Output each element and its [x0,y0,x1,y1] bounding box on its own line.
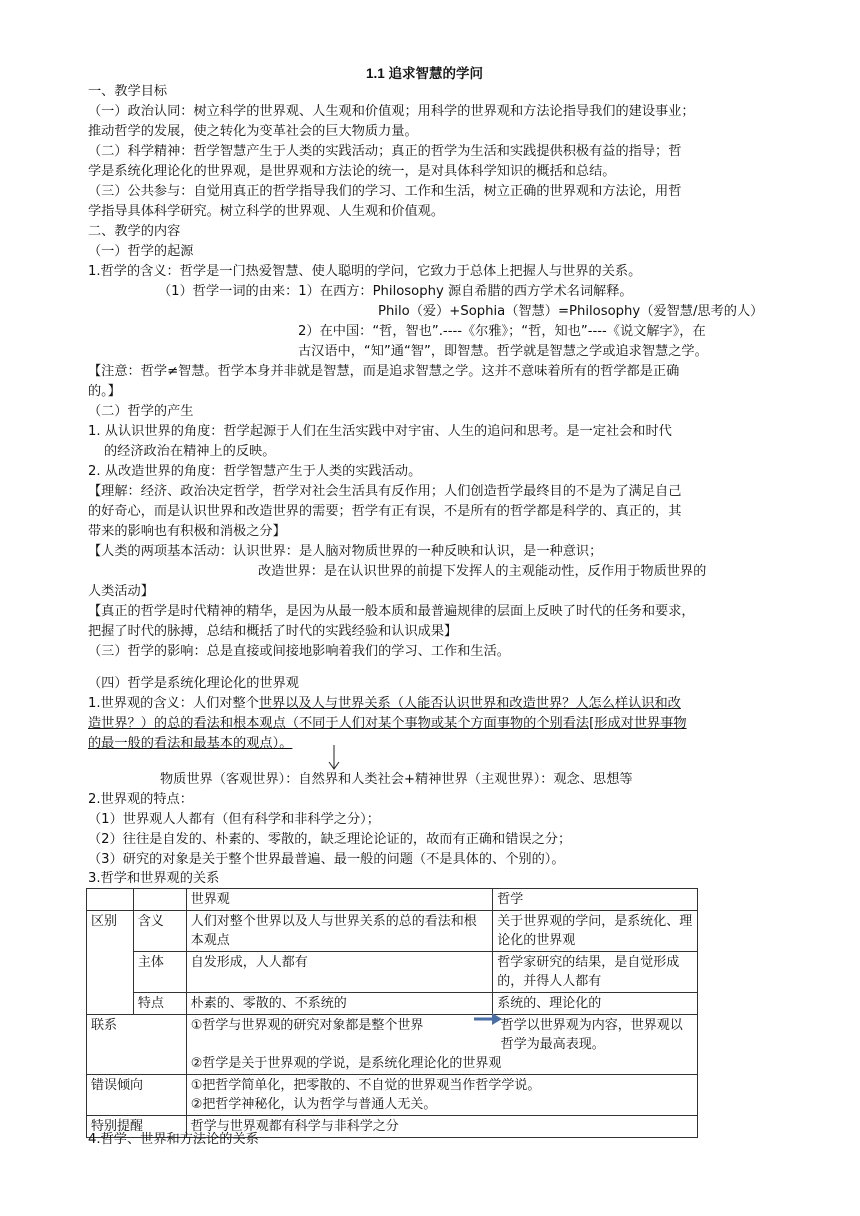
table-cell: 哲学与世界观都有科学与非科学之分 [186,1116,697,1138]
table-row [87,911,698,952]
definition-underlined: 世界以及人与世界关系（人能否认识世界和改造世界？人怎么样认识和改 [258,696,681,711]
table-row [87,952,698,993]
definition-label: 1.世界观的含义：人们对整个 [88,696,259,711]
row-label-subject: 主体 [133,952,186,993]
table-row [87,889,698,911]
error-item: ②把哲学神秘化，认为哲学与普通人无关。 [190,1097,437,1112]
section-heading: 一、教学目标 [88,84,168,99]
table-cell: 哲学家研究的结果，是自觉形成的，并得人人都有 [493,952,698,993]
note-line: 的。】 [88,384,121,399]
paragraph-line: 造世界？）的总的看法和根本观点（不同于人们对某个事物或某个方面事物的个别看法[形成对世界事物 [88,716,687,731]
link-item: ②哲学是关于世界观的学说，是系统化理论化的世界观 [190,1056,502,1071]
paragraph-line: 学指导具体科学研究。树立科学的世界观、人生观和价值观。 [88,204,445,219]
paragraph-line: （1）世界观人人都有（但有科学和非科学之分）； [88,812,380,827]
table-cell: 自发形成，人人都有 [186,952,493,993]
table-cell [186,1015,697,1075]
paragraph-line: 推动哲学的发展，使之转化为变革社会的巨大物质力量。 [88,124,418,139]
paragraph-line: （三）哲学的影响：总是直接或间接地影响着我们的学习、工作和生活。 [88,644,510,659]
table-cell [186,1075,697,1116]
subsection-heading: （四）哲学是系统化理论化的世界观 [88,676,299,691]
paragraph-line: （三）公共参与：自觉用真正的哲学指导我们的学习、工作和生活，树立正确的世界观和方法论，用哲 [88,184,682,199]
paragraph-line: 的经济政治在精神上的反映。 [104,444,276,459]
note-line: 【注意：哲学≠智慧。哲学本身并非就是智慧，而是追求智慧之学。这并不意味着所有的哲学都是正确 [88,364,680,379]
row-label-feature: 特点 [133,993,186,1015]
paragraph-line: 1.哲学的含义：哲学是一门热爱智慧、使人聪明的学问，它致力于总体上把握人与世界的关系。 [88,264,642,279]
paragraph-line: 2）在中国：“哲，智也”.----《尔雅》；“哲，知也”----《说文解字》，在 [298,324,706,339]
paragraph-line: （3）研究的对象是关于整个世界最普遍、最一般的问题（不是具体的、个别的）。 [88,852,565,867]
row-label-diff: 区别 [87,911,134,1015]
link-item: 哲学以世界观为内容，世界观以哲学为最高表现。 [500,1018,683,1052]
paragraph-line: 的最一般的看法和最基本的观点）。 [88,736,293,751]
row-label-link: 联系 [87,1015,187,1075]
row-label-meaning: 含义 [133,911,186,952]
paragraph-line: （一）政治认同：树立科学的世界观、人生观和价值观；用科学的世界观和方法论指导我们的建设事业； [88,104,695,119]
paragraph-line: 2. 从改造世界的角度：哲学智慧产生于人类的实践活动。 [88,464,422,479]
paragraph-line: 学是系统化理论化的世界观，是世界观和方法论的统一，是对具体科学知识的概括和总结。 [88,164,616,179]
table-cell [133,889,186,911]
table-header-worldview: 世界观 [186,889,493,911]
row-label-remind: 特别提醒 [87,1116,187,1138]
paragraph-line [88,694,681,714]
paragraph-line: （2）往往是自发的、朴素的、零散的，缺乏理论论证的，故而有正确和错误之分； [88,832,572,847]
paragraph-line: Philo（爱）+Sophia（智慧）=Philosophy（爱智慧/思考的人） [378,304,764,319]
table-row [87,993,698,1015]
table-cell: 人们对整个世界以及人与世界关系的总的看法和根本观点 [186,911,493,952]
error-item: ①把哲学简单化，把零散的、不自觉的世界观当作哲学学说。 [190,1078,541,1093]
subsection-heading: （二）哲学的产生 [88,404,194,419]
paragraph-line: 4.哲学、世界和方法论的关系 [88,1132,259,1147]
note-line: 带来的影响也有积极和消极之分】 [88,524,286,539]
subsection-heading: （一）哲学的起源 [88,244,194,259]
note-line: 【人类的两项基本活动：认识世界：是人脑对物质世界的一种反映和认识，是一种意识； [88,544,603,559]
note-line: 改造世界：是在认识世界的前提下发挥人的主观能动性，反作用于物质世界的 [258,564,707,579]
paragraph-line: 2.世界观的特点： [88,792,193,807]
table-cell: 关于世界观的学问，是系统化、理论化的世界观 [493,911,698,952]
link-item: ①哲学与世界观的研究对象都是整个世界 [190,1018,424,1033]
paragraph-line: 古汉语中，“知”通“智”，即智慧。哲学就是智慧之学或追求智慧之学。 [298,344,708,359]
section-heading: 二、教学的内容 [88,224,181,239]
note-line: 的好奇心，而是认识世界和改造世界的需要；哲学有正有误，不是所有的哲学都是科学的、真正的，其 [88,504,682,519]
paragraph-line: （1）哲学一词的由来：1）在西方：Philosophy 源自希腊的西方学术名词解释。 [158,284,633,299]
table-cell: 系统的、理论化的 [493,993,698,1015]
right-arrow-icon [474,1012,502,1026]
paragraph-line: 物质世界（客观世界）：自然界和人类社会+精神世界（主观世界）：观念、思想等 [160,772,633,787]
comparison-table [86,888,698,1138]
note-line: 【真正的哲学是时代精神的精华，是因为从最一般本质和最普遍规律的层面上反映了时代的任务和要求， [88,604,695,619]
paragraph-line: 1. 从认识世界的角度：哲学起源于人们在生活实践中对宇宙、人生的追问和思考。是一定社会和时代 [88,424,672,439]
note-line: 把握了时代的脉搏，总结和概括了时代的实践经验和认识成果】 [88,624,458,639]
table-cell [87,889,134,911]
paragraph-line: （二）科学精神：哲学智慧产生于人类的实践活动；真正的哲学为生活和实践提供积极有益的指导；哲 [88,144,682,159]
table-header-philosophy: 哲学 [493,889,698,911]
note-line: 【理解：经济、政治决定哲学，哲学对社会生活具有反作用；人们创造哲学最终目的不是为了满足自己 [88,484,682,499]
table-cell: 朴素的、零散的、不系统的 [186,993,493,1015]
row-label-error: 错误倾向 [87,1075,187,1116]
paragraph-line: 3.哲学和世界观的关系 [88,871,220,886]
down-arrow-icon [328,745,340,771]
table-row [87,1015,698,1075]
table-row [87,1075,698,1116]
note-line: 人类活动】 [88,584,154,599]
page-title: 1.1 追求智慧的学问 [366,66,484,81]
